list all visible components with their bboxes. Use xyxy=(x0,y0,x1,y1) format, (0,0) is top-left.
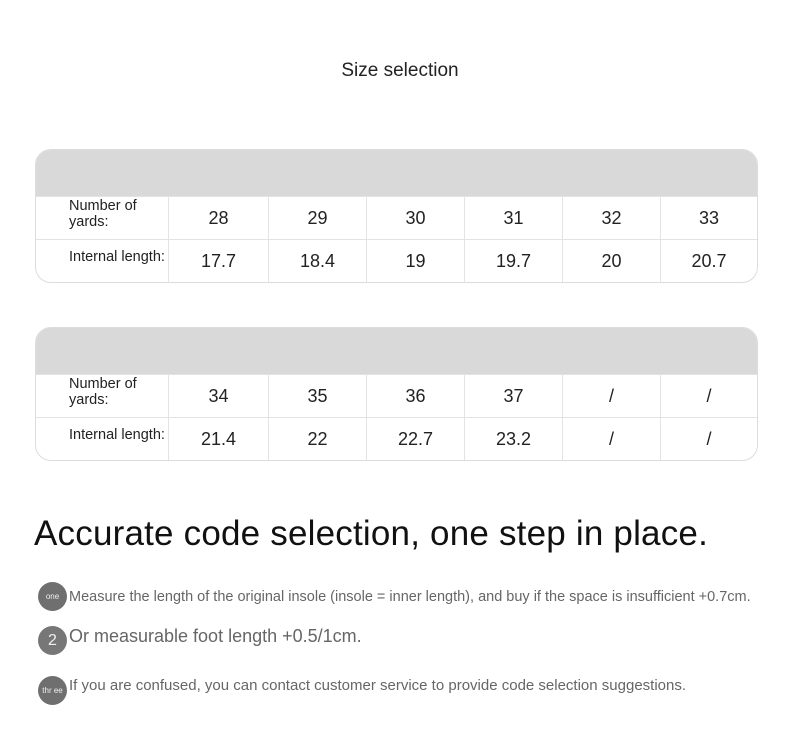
table-row-length xyxy=(36,417,757,460)
table-cell: 31 xyxy=(464,197,562,239)
step-badge: one xyxy=(38,582,67,611)
table-cell: 22.7 xyxy=(366,418,464,460)
table-cell: 18.4 xyxy=(268,240,366,282)
table-cell: 17.7 xyxy=(168,240,268,282)
table-cell: 29 xyxy=(268,197,366,239)
table-cell: 23.2 xyxy=(464,418,562,460)
table-cell: 28 xyxy=(168,197,268,239)
tip-text: Measure the length of the original insole (insole = inner length), and buy if the space is insufficient +0.7cm. xyxy=(69,588,751,605)
table-cell: 32 xyxy=(562,197,660,239)
table-cell: / xyxy=(562,375,660,417)
table-cell: 34 xyxy=(168,375,268,417)
row-label: Number of yards: xyxy=(69,376,137,408)
table-cell: 19.7 xyxy=(464,240,562,282)
table-cell: 33 xyxy=(660,197,757,239)
step-badge: 2 xyxy=(38,626,67,655)
row-label: Internal length: xyxy=(69,249,165,265)
table-row-yards xyxy=(36,374,757,417)
tip-2 xyxy=(38,626,362,655)
table-row-length xyxy=(36,239,757,282)
step-badge: thr ee xyxy=(38,676,67,705)
size-table-2 xyxy=(35,327,758,461)
table-cell: / xyxy=(660,418,757,460)
table-cell: 21.4 xyxy=(168,418,268,460)
page-title: Size selection xyxy=(341,60,459,81)
table-row-yards xyxy=(36,196,757,239)
table-cell: 37 xyxy=(464,375,562,417)
table-cell: / xyxy=(562,418,660,460)
table-cell: / xyxy=(660,375,757,417)
tip-text: Or measurable foot length +0.5/1cm. xyxy=(69,626,362,646)
tip-3 xyxy=(38,676,686,705)
row-label: Internal length: xyxy=(69,427,165,443)
table-header-band xyxy=(36,150,757,196)
tip-1 xyxy=(38,582,751,611)
table-cell: 35 xyxy=(268,375,366,417)
table-cell: 36 xyxy=(366,375,464,417)
table-cell: 20.7 xyxy=(660,240,757,282)
table-cell: 22 xyxy=(268,418,366,460)
table-cell: 20 xyxy=(562,240,660,282)
table-cell: 30 xyxy=(366,197,464,239)
table-header-band xyxy=(36,328,757,374)
table-cell: 19 xyxy=(366,240,464,282)
headline: Accurate code selection, one step in place. xyxy=(34,514,709,553)
size-table-1 xyxy=(35,149,758,283)
tip-text: If you are confused, you can contact customer service to provide code selection suggestions. xyxy=(69,677,687,694)
row-label: Number of yards: xyxy=(69,198,137,230)
